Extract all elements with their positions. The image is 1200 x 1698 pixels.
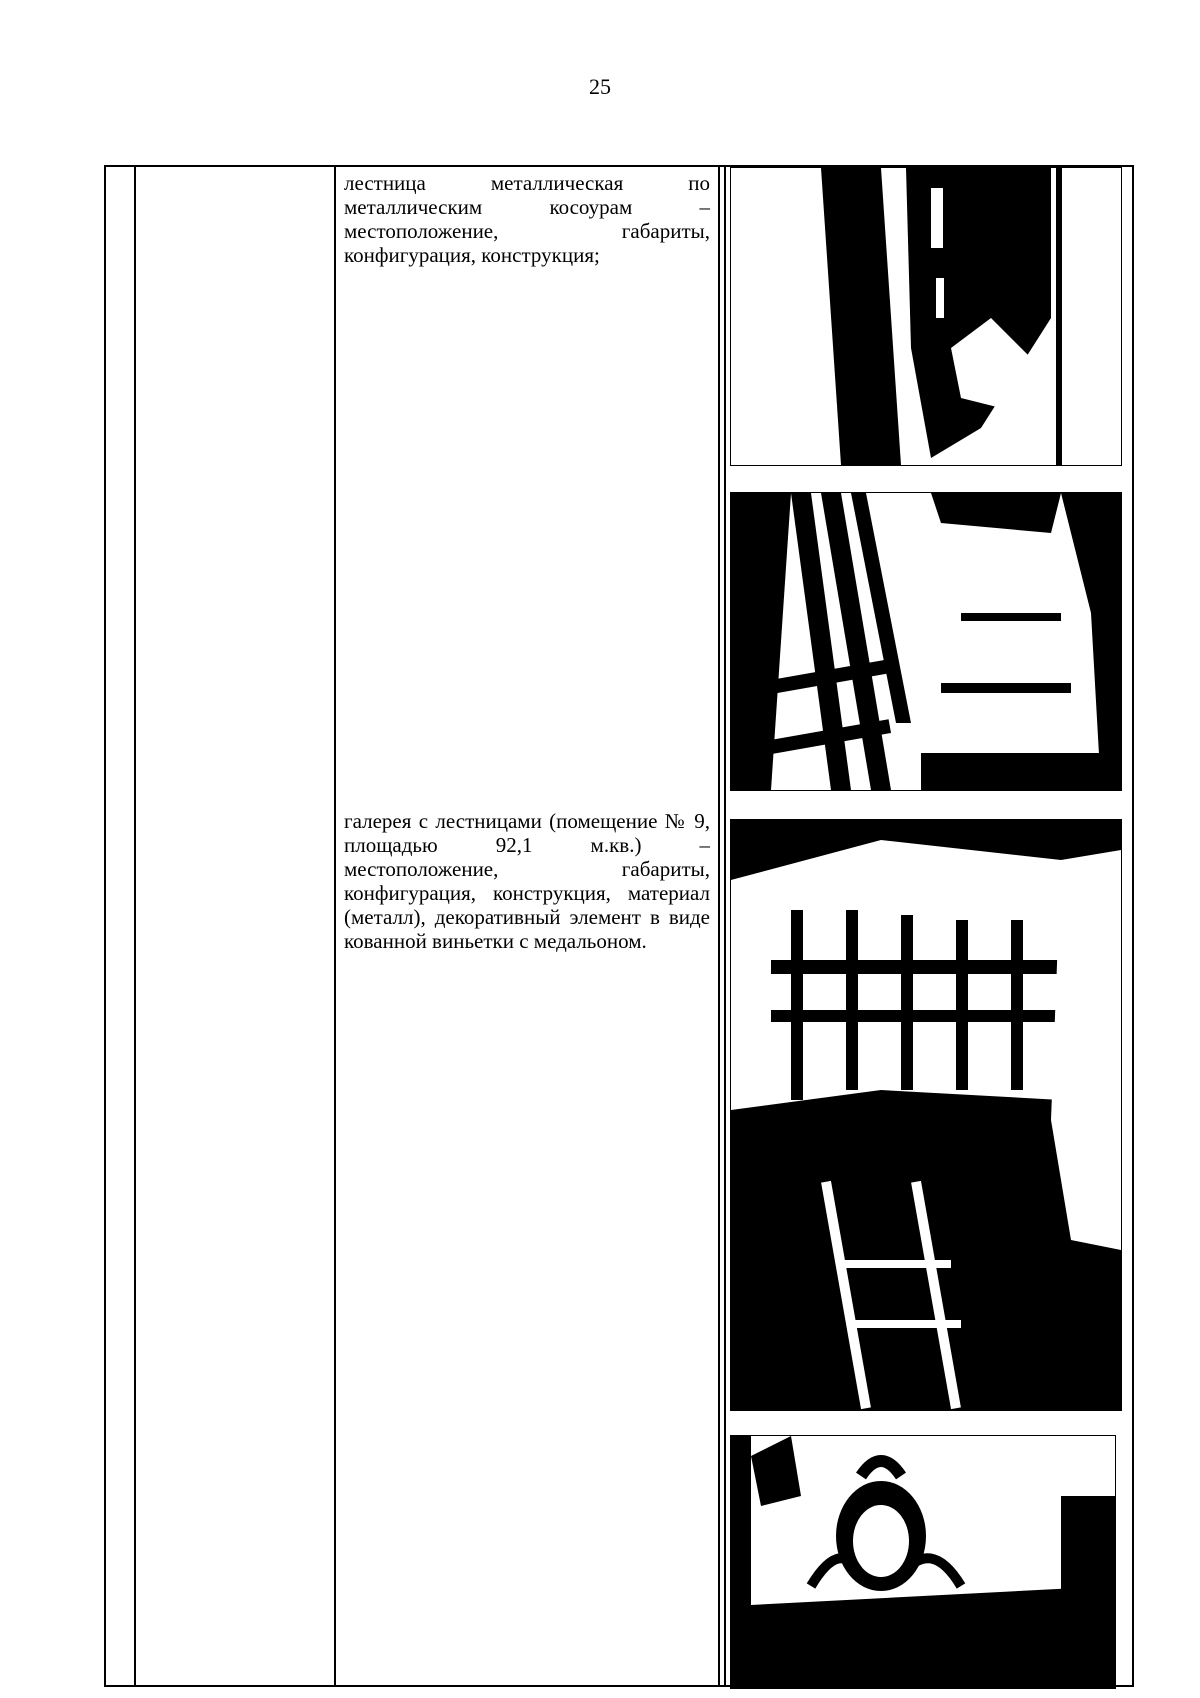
staircase-photo [730,167,1122,466]
table-divider [724,167,726,1685]
table-divider [334,167,336,1685]
vignette-medallion-photo [730,1435,1116,1689]
staircase-photo [730,492,1122,791]
description-cell-gallery: галерея с лестницами (помещение № 9, площадью 92,1 м.кв.) – местоположение, габариты, конфигурация, конструкция, материал (металл), декоративный элемент в виде кованной виньетки с медальоном. [344,809,710,953]
document-table [104,165,1134,1687]
table-divider [718,167,720,1685]
description-cell-stair: лестница металлическая по металлическим косоурам – местоположение, габариты, конфигурация, конструкция; [344,171,710,267]
table-divider [134,167,136,1685]
page-number: 25 [589,74,611,99]
gallery-photo [730,819,1122,1411]
